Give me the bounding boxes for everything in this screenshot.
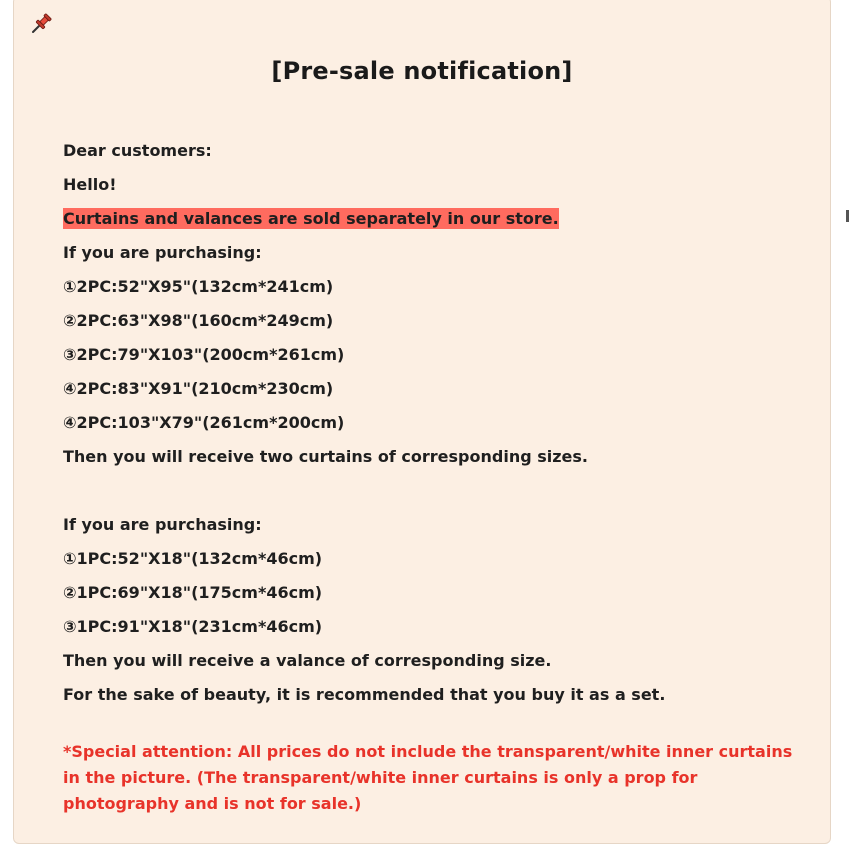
valance-size-item: ③1PC:91"X18"(231cm*46cm) <box>63 617 323 636</box>
valances-intro: If you are purchasing: <box>63 515 262 534</box>
special-attention-text: *Special attention: All prices do not include the transparent/white inner curtains in the picture. (The transparent/white inner curtains is only a prop for photography and is not for sale.) <box>63 742 793 813</box>
notice-card <box>13 0 831 844</box>
greeting-text: Dear customers: <box>63 141 212 160</box>
separate-sale-line <box>63 207 803 241</box>
valance-size-item: ②1PC:69"X18"(175cm*46cm) <box>63 583 323 602</box>
separate-sale-highlight: Curtains and valances are sold separately in our store. <box>63 209 559 228</box>
page-title: [Pre-sale notification] <box>271 57 573 85</box>
curtain-size-item: ④2PC:83"X91"(210cm*230cm) <box>63 379 334 398</box>
curtain-size-item: ④2PC:103"X79"(261cm*200cm) <box>63 413 345 432</box>
curtains-outro: Then you will receive two curtains of corresponding sizes. <box>63 447 589 466</box>
hello-text: Hello! <box>63 175 117 194</box>
recommendation-text: For the sake of beauty, it is recommended that you buy it as a set. <box>63 685 666 704</box>
spacer <box>63 479 803 513</box>
curtain-size-item: ②2PC:63"X98"(160cm*249cm) <box>63 311 334 330</box>
valances-outro: Then you will receive a valance of corresponding size. <box>63 651 552 670</box>
curtain-size-item: ③2PC:79"X103"(200cm*261cm) <box>63 345 345 364</box>
notice-body <box>63 139 803 817</box>
pushpin-icon <box>28 11 54 37</box>
curtains-intro: If you are purchasing: <box>63 243 262 262</box>
curtain-size-item: ①2PC:52"X95"(132cm*241cm) <box>63 277 334 296</box>
valance-size-item: ①1PC:52"X18"(132cm*46cm) <box>63 549 323 568</box>
